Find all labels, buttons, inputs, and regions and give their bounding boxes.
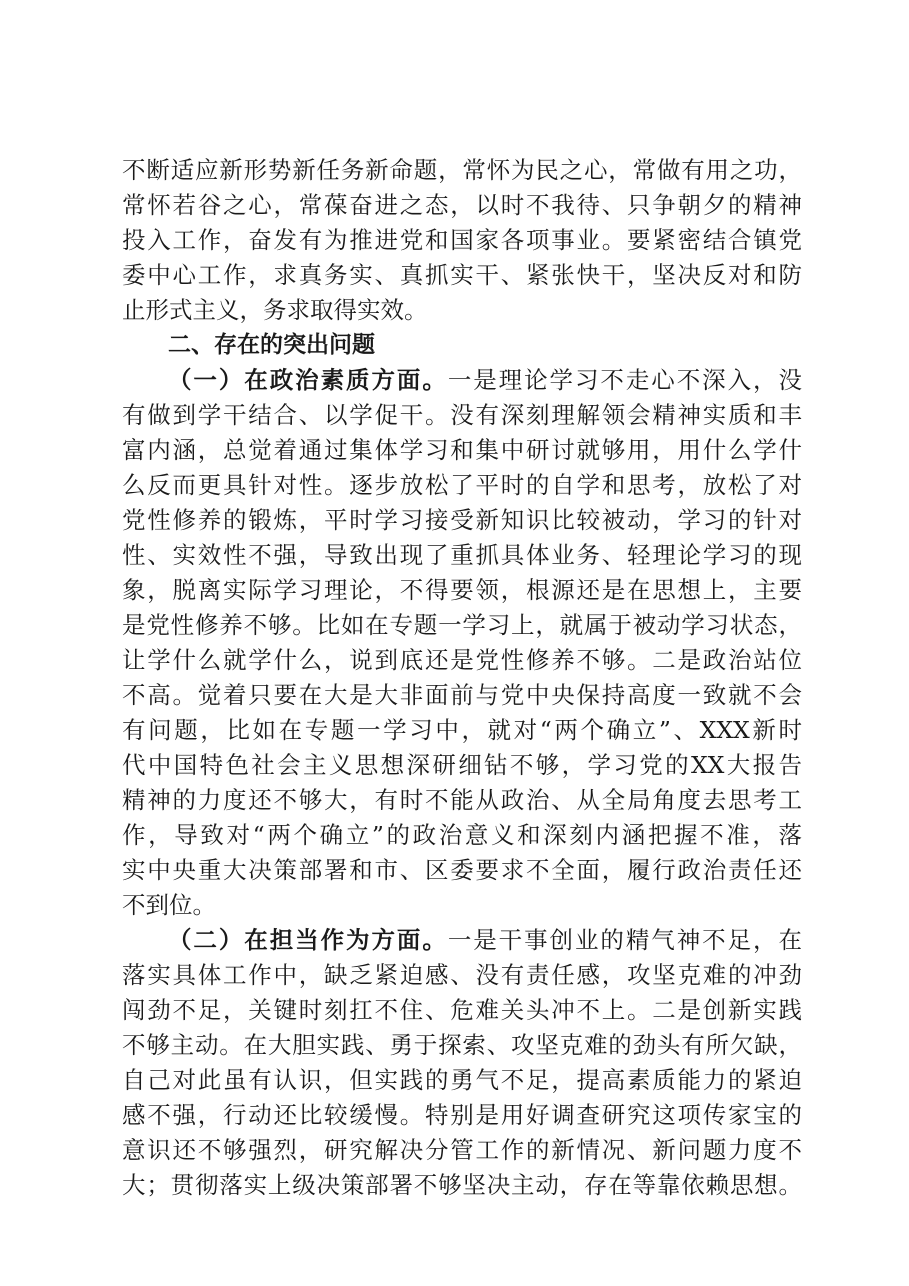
subheading-lead: （一）在政治素质方面。 xyxy=(168,366,448,394)
paragraph-first-line xyxy=(168,922,802,958)
text-line: 不到位。 xyxy=(122,891,216,919)
text-line: 止形式主义，务求取得实效。 xyxy=(122,296,428,324)
text-line: 有问题，比如在专题一学习中，就对“两个确立”、XXX新时 xyxy=(122,716,802,744)
text-line: 意识还不够强烈，研究解决分管工作的新情况、新问题力度不 xyxy=(122,1136,802,1164)
text-line: 让学什么就学什么，说到底还是党性修养不够。二是政治站位 xyxy=(122,646,802,674)
text-line: 党性修养的锻炼，平时学习接受新知识比较被动，学习的针对 xyxy=(122,506,802,534)
text-line: 富内涵，总觉着通过集体学习和集中研讨就够用，用什么学什 xyxy=(122,436,802,464)
text-line: 有做到学干结合、以学促干。没有深刻理解领会精神实质和丰 xyxy=(122,401,802,429)
text-line: 大；贯彻落实上级决策部署不够坚决主动，存在等靠依赖思想。 xyxy=(122,1171,802,1199)
text-line: 自己对此虽有认识，但实践的勇气不足，提高素质能力的紧迫 xyxy=(122,1066,802,1094)
text-line: 性、实效性不强，导致出现了重抓具体业务、轻理论学习的现 xyxy=(122,541,802,569)
text-line: 不够主动。在大胆实践、勇于探索、攻坚克难的劲头有所欠缺， xyxy=(122,1031,802,1059)
paragraph-first-line xyxy=(168,362,802,398)
text-line: 精神的力度还不够大，有时不能从政治、从全局角度去思考工 xyxy=(122,786,802,814)
text-line: 么反而更具针对性。逐步放松了平时的自学和思考，放松了对 xyxy=(122,471,802,499)
text-line: 象，脱离实际学习理论，不得要领，根源还是在思想上，主要 xyxy=(122,576,802,604)
text-line: 实中央重大决策部署和市、区委要求不全面，履行政治责任还 xyxy=(122,856,802,884)
text-line: 代中国特色社会主义思想深研细钻不够，学习党的XX大报告 xyxy=(122,751,802,779)
section-heading: 二、存在的突出问题 xyxy=(168,332,375,358)
text-line: 投入工作，奋发有为推进党和国家各项事业。要紧密结合镇党 xyxy=(122,226,802,254)
text-line: 常怀若谷之心，常葆奋进之态，以时不我待、只争朝夕的精神 xyxy=(122,191,802,219)
text-line: 闯劲不足，关键时刻扛不住、危难关头冲不上。二是创新实践 xyxy=(122,996,802,1024)
text-line: 不断适应新形势新任务新命题，常怀为民之心，常做有用之功， xyxy=(122,156,802,184)
text-line: 委中心工作，求真务实、真抓实干、紧张快干，坚决反对和防 xyxy=(122,261,802,289)
text-run: 一是理论学习不走心不深入，没 xyxy=(447,366,802,394)
text-run: 一是干事创业的精气神不足，在 xyxy=(447,926,802,954)
text-line: 是党性修养不够。比如在专题一学习上，就属于被动学习状态， xyxy=(122,611,802,639)
text-line: 不高。觉着只要在大是大非面前与党中央保持高度一致就不会 xyxy=(122,681,802,709)
text-line: 作，导致对“两个确立”的政治意义和深刻内涵把握不准，落 xyxy=(122,821,802,849)
text-line: 落实具体工作中，缺乏紧迫感、没有责任感，攻坚克难的冲劲 xyxy=(122,961,802,989)
text-line: 感不强，行动还比较缓慢。特别是用好调查研究这项传家宝的 xyxy=(122,1101,802,1129)
subheading-lead: （二）在担当作为方面。 xyxy=(168,926,448,954)
